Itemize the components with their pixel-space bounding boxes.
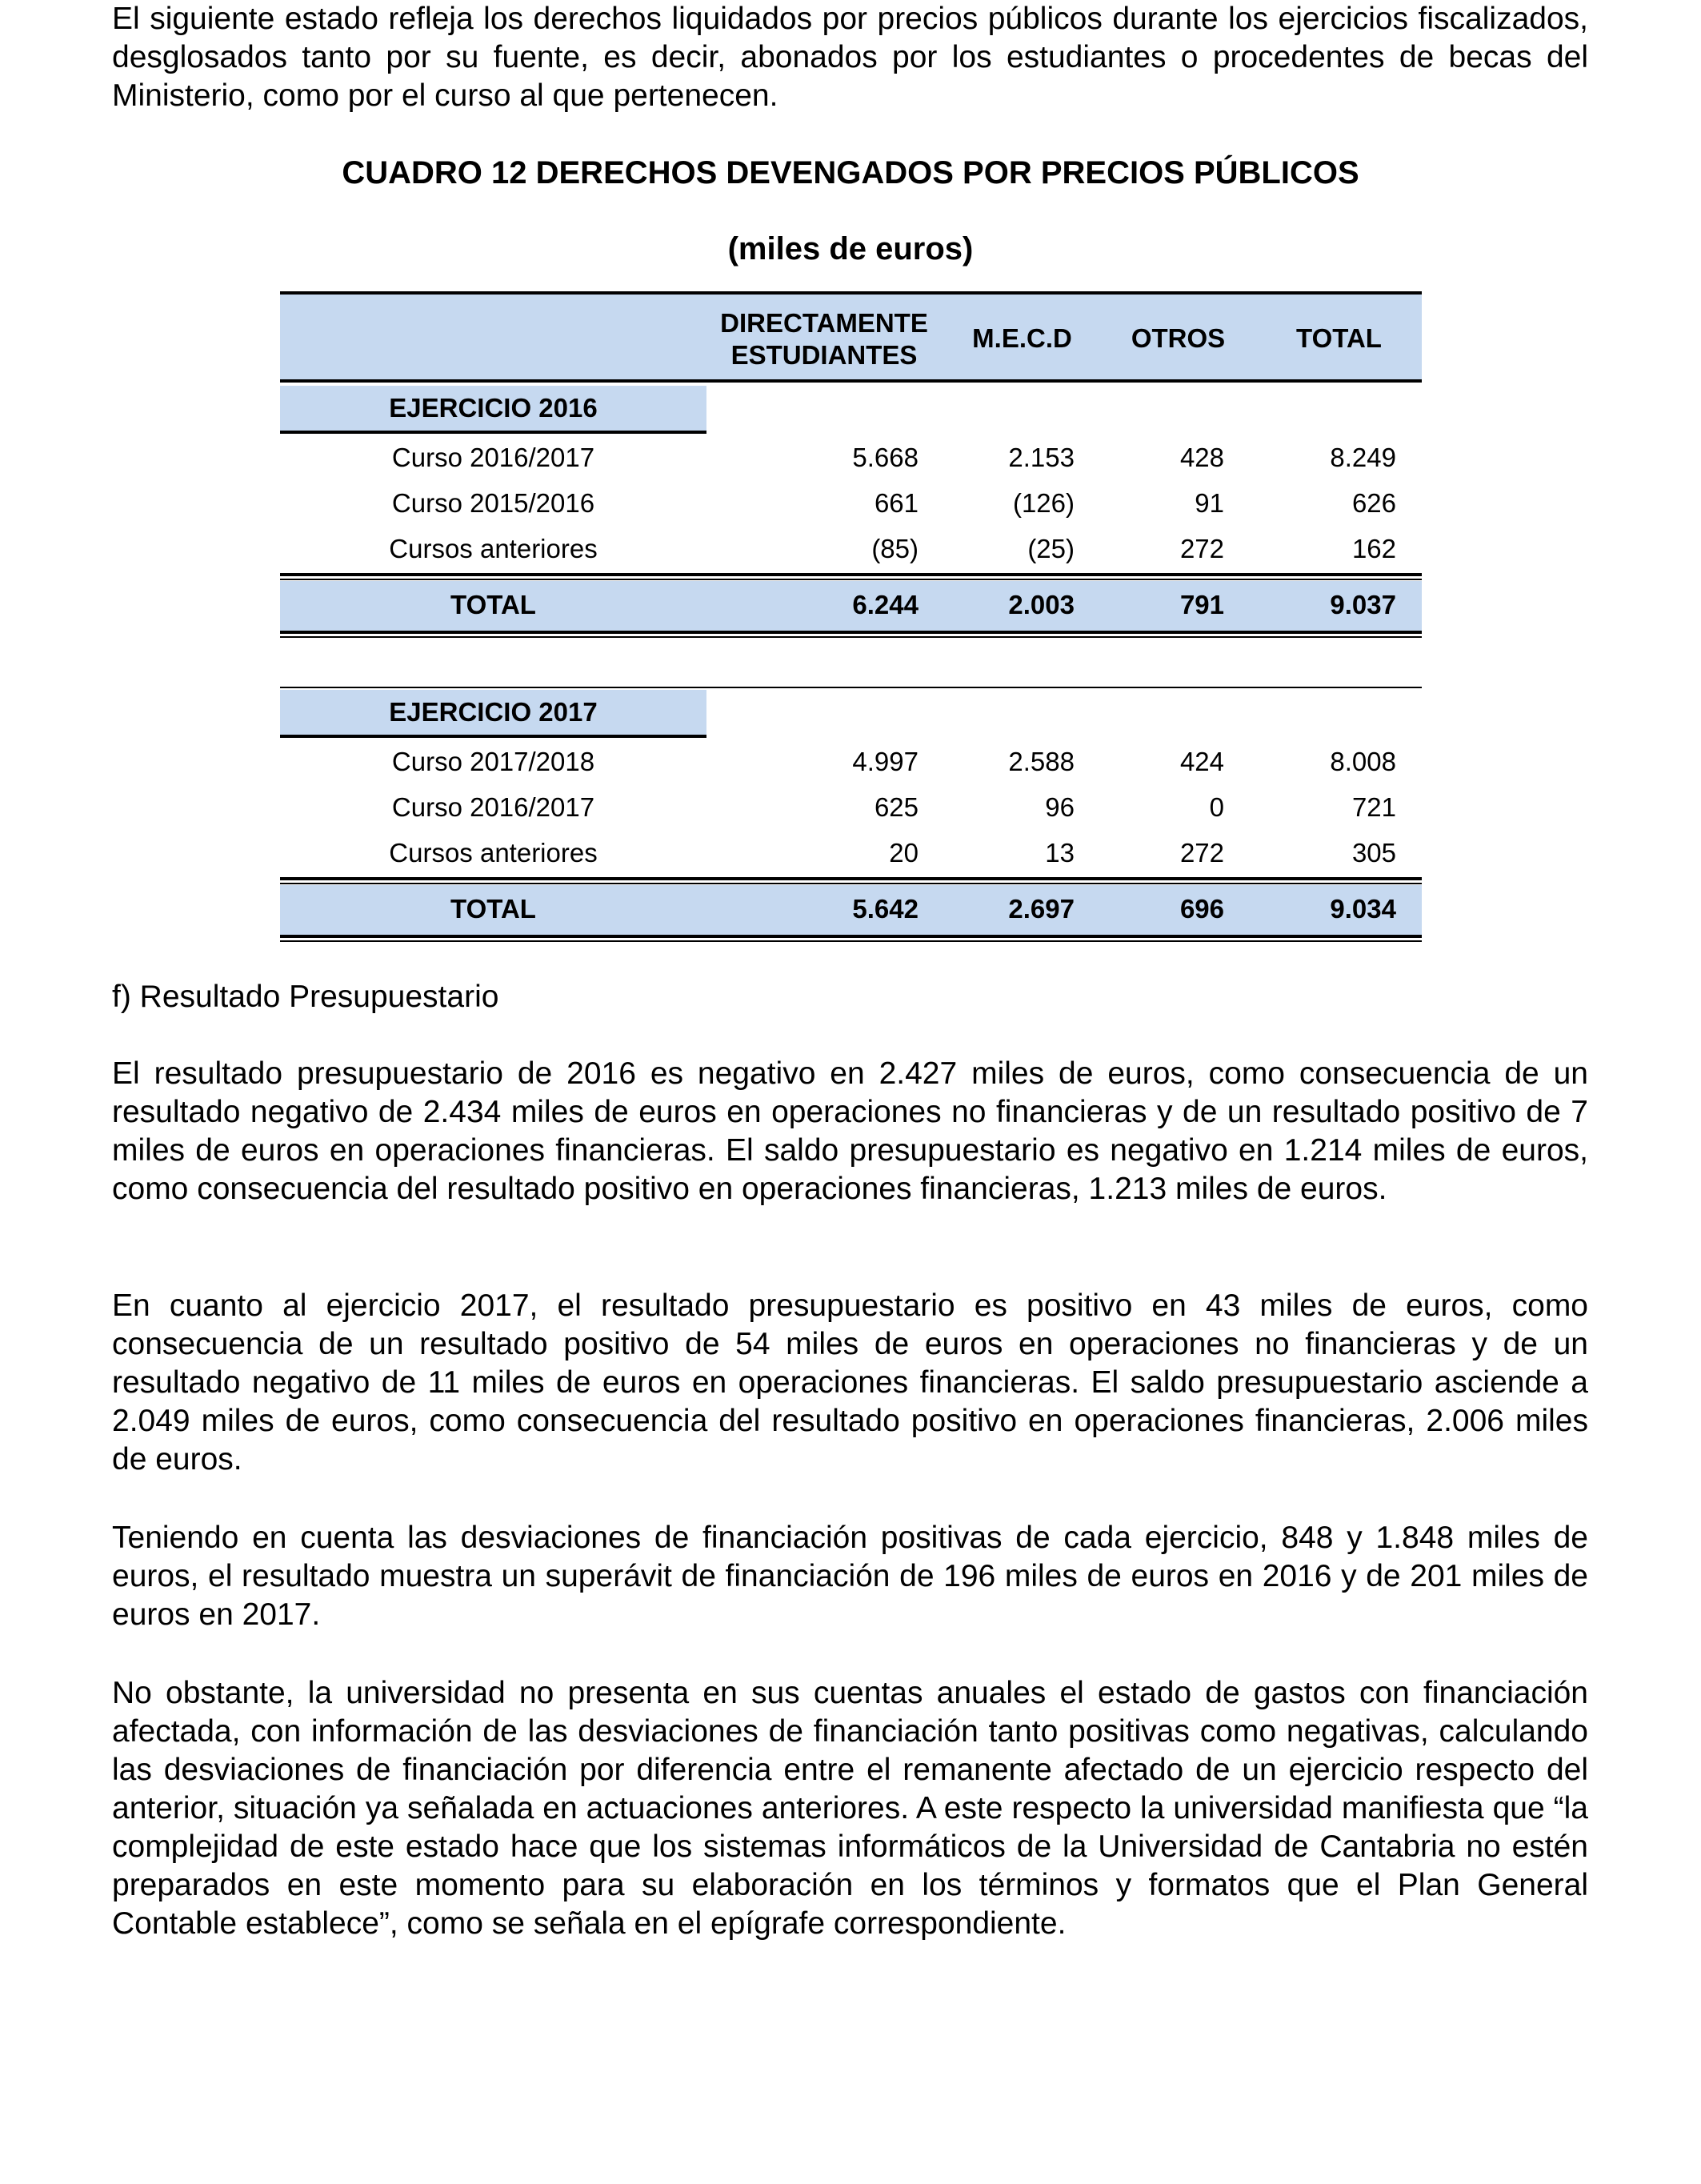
section-heading: f) Resultado Presupuestario: [112, 980, 499, 1014]
total-2017-bottom-rule-2: [280, 940, 1422, 942]
ejercicio-2016-label: EJERCICIO 2016: [389, 393, 598, 423]
col-header-total: TOTAL: [1296, 323, 1382, 353]
total-2016-bottom-rule-2: [280, 636, 1422, 638]
total-2016-top-rule-2: [280, 579, 1422, 580]
section-2017-top-rule: [280, 687, 1422, 688]
paragraph-4: No obstante, la universidad no presenta en sus cuentas anuales el estado de gastos con financiación afectada, con información de las desviaciones de financiación tanto positivas como negativas, calculando las desviaciones de financiación por diferencia entre el remanente afectado de un ejercicio respecto del anterior, situación ya señalada en actuaciones anteriores. A este respecto la universidad manifiesta que “la complejidad de este estado hace que los sistemas informáticos de la Universidad de Cantabria no estén preparados en este momento para su elaboración en los términos y formatos que el Plan General Contable establece”, como se señala en el epígrafe correspondiente.: [112, 1676, 1588, 1941]
col-header-mecd: M.E.C.D: [972, 323, 1072, 353]
col-header-directamente: DIRECTAMENTE: [720, 308, 928, 338]
ejercicio-2017-label: EJERCICIO 2017: [389, 697, 598, 727]
col-header-estudiantes: ESTUDIANTES: [730, 340, 918, 370]
table-subtitle: (miles de euros): [727, 231, 974, 266]
total-2017-top-rule: [280, 877, 1422, 880]
ejercicio-2017-rule: [280, 735, 706, 738]
table-title: CUADRO 12 DERECHOS DEVENGADOS POR PRECIOS PÚBLICOS: [342, 155, 1359, 190]
col-header-otros: OTROS: [1131, 323, 1226, 353]
ejercicio-2016-rule: [280, 431, 706, 434]
header-bottom-rule: [280, 379, 1422, 383]
total-2017-top-rule-2: [280, 883, 1422, 884]
total-2017-bottom-rule: [280, 935, 1422, 938]
header-top-rule: [280, 291, 1422, 295]
paragraph-2: En cuanto al ejercicio 2017, el resultado presupuestario es positivo en 43 miles de euros, como consecuencia de un resultado positivo de 54 miles de euros en operaciones no financieras y de un resultado negativo de 11 miles de euros en operaciones financieras. El saldo presupuestario asciende a 2.049 miles de euros, como consecuencia del resultado positivo en operaciones financieras, 2.006 miles de euros.: [112, 1288, 1588, 1477]
total-2016-bottom-rule: [280, 631, 1422, 634]
paragraph-1: El resultado presupuestario de 2016 es negativo en 2.427 miles de euros, como consecuencia de un resultado negativo de 2.434 miles de euros en operaciones no financieras y de un resultado positivo de 7 miles de euros en operaciones financieras. El saldo presupuestario es negativo en 1.214 miles de euros, como consecuencia del resultado positivo en operaciones financieras, 1.213 miles de euros.: [112, 1056, 1588, 1206]
intro-paragraph: El siguiente estado refleja los derechos liquidados por precios públicos durante los ejercicios fiscalizados, desglosados tanto por su fuente, es decir, abonados por los estudiantes o procedentes de becas del Ministerio, como por el curso al que pertenecen.: [112, 2, 1588, 113]
document-page: El siguiente estado refleja los derechos liquidados por precios públicos durante los ejercicios fiscalizados, desglosados tanto por su fuente, es decir, abonados por los estudiantes o procedentes de becas del Ministerio, como por el curso al que pertenecen. CUADRO 12 DERECHOS DEVENGADOS POR PRECIOS PÚBLICOS (miles de euros) DIRECTAMENTE ESTUDIANTES M.E.C.D OTROS TOTAL EJERCICIO 2016 Curso 2016/2017 5.668 2.153 428 8.249 Curso 2015/2016 661 (126) 91 626 Cursos anteriores (85) (25) 272 162 TOTAL 6.244 2.003 791 9.037 EJERCICIO 2017 Curso 2017/2018 4.997 2.588 424 8.008 Curso 2016/2017 625 96 0 721 Cursos anteriores 20 13 272 305 TOTAL 5.642 2.697 696 9.034 f) Resultado Presupuestario El resultado presupuestario de 2016 es negativo en 2.427 miles de euros, como consecuencia de un resultado negativo de 2.434 miles de euros en operaciones no financieras y de un resultado positivo de 7 miles de euros en operaciones financieras. El saldo presupuestario es negativo en 1.214 miles de euros, como consecuencia del resultado positivo en operaciones financieras, 1.213 miles de euros. En cuanto al ejercicio 2017, el resultado presupuestario es positivo en 43 miles de euros, como consecuencia de un resultado positivo de 54 miles de euros en operaciones no financieras y de un resultado negativo de 11 miles de euros en operaciones financieras. El saldo presupuestario asciende a 2.049 miles de euros, como consecuencia del resultado positivo en operaciones financieras, 2.006 miles de euros. Teniendo en cuenta las desviaciones de financiación positivas de cada ejercicio, 848 y 1.848 miles de euros, el resultado muestra un superávit de financiación de 196 miles de euros en 2016 y de 201 miles de euros en 2017. No obstante, la universidad no presenta en sus cuentas anuales el estado de gastos con financiación afectada, con información de las desviaciones de financiación tanto positivas como negativas, calculando las desviaciones de financiación por diferencia entre el remanente afectado de un ejercicio respecto del anterior, situación ya señalada en actuaciones anteriores. A este respecto la universidad manifiesta que “la complejidad de este estado hace que los sistemas informáticos de la Universidad de Cantabria no estén preparados en este momento para su elaboración en los términos y formatos que el Plan General Contable establece”, como se señala en el epígrafe correspondiente.: [0, 0, 1701, 2184]
total-2016-top-rule: [280, 573, 1422, 576]
paragraph-3: Teniendo en cuenta las desviaciones de financiación positivas de cada ejercicio, 848 y 1.848 miles de euros, el resultado muestra un superávit de financiación de 196 miles de euros en 2016 y de 201 miles de euros en 2017.: [112, 1521, 1588, 1632]
